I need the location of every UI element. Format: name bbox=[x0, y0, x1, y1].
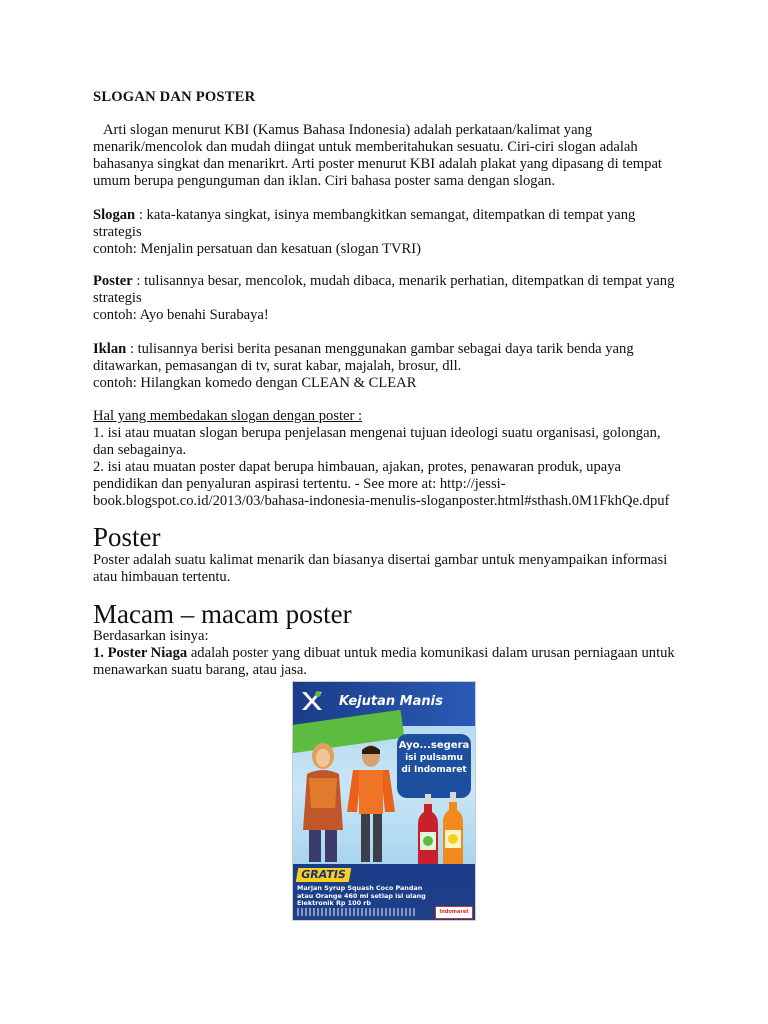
niaga-desc: adalah poster yang dibuat untuk media komunikasi dalam urusan perniagaan untuk menawarkan suatu barang, atau jasa. bbox=[93, 645, 675, 678]
niaga-paragraph bbox=[93, 645, 678, 679]
slogan-term: Slogan bbox=[93, 207, 136, 223]
poster-niaga-image bbox=[292, 681, 476, 921]
iklan-example: contoh: Hilangkan komedo dengan CLEAN & CLEAR bbox=[93, 375, 417, 391]
niaga-term: 1. Poster Niaga bbox=[93, 645, 188, 661]
slogan-paragraph bbox=[93, 207, 678, 258]
intro-paragraph: Arti slogan menurut KBI (Kamus Bahasa Indonesia) adalah perkataan/kalimat yang menarik/mencolok dan mudah diingat untuk memberitahukan sesuatu. Ciri-ciri slogan adalah bahasanya singkat dan menarikrt. Arti poster menurut KBI adalah plakat yang dipasang di tempat umum berupa pengunguman dan iklan. Ciri bahasa poster sama dengan slogan. bbox=[93, 122, 662, 189]
iklan-term: Iklan bbox=[93, 341, 127, 357]
iklan-paragraph bbox=[93, 341, 678, 392]
poster-paragraph bbox=[93, 273, 678, 324]
difference-heading: Hal yang membedakan slogan dengan poster : bbox=[93, 408, 363, 424]
ad-callout-line-3: di Indomaret bbox=[401, 765, 467, 775]
difference-item-1: 1. isi atau muatan slogan berupa penjelasan mengenai tujuan ideologi suatu organisasi, golongan, dan sebagainya. bbox=[93, 425, 661, 458]
slogan-desc: : kata-katanya singkat, isinya membangkitkan semangat, ditempatkan di tempat yang strategis bbox=[93, 207, 636, 240]
types-heading: Macam – macam poster bbox=[93, 599, 352, 629]
ad-prize-line-1: Marjan Syrup Squash Coco Pandan bbox=[297, 884, 423, 892]
orange-syrup-bottle-icon bbox=[442, 792, 464, 868]
poster-example: contoh: Ayo benahi Surabaya! bbox=[93, 307, 269, 323]
document-title: SLOGAN DAN POSTER bbox=[93, 89, 256, 105]
indomaret-logo: Indomaret bbox=[435, 906, 473, 919]
xl-logo-icon bbox=[299, 688, 323, 714]
ad-fine-print bbox=[297, 908, 417, 916]
red-syrup-bottle-icon bbox=[417, 794, 439, 868]
difference-section bbox=[93, 408, 678, 510]
by-content-label: Berdasarkan isinya: bbox=[93, 628, 209, 644]
poster-definition: Poster adalah suatu kalimat menarik dan biasanya disertai gambar untuk menyampaikan informasi atau himbauan tertentu. bbox=[93, 552, 668, 585]
ad-gratis-label: GRATIS bbox=[296, 868, 351, 882]
slogan-example: contoh: Menjalin persatuan dan kesatuan (slogan TVRI) bbox=[93, 241, 422, 257]
ad-prize-text bbox=[297, 885, 427, 908]
difference-item-2: 2. isi atau muatan poster dapat berupa himbauan, ajakan, protes, penawaran produk, upaya pendidikan dan penyaluran aspirasi tertentu. - See more at: http://jessi-book.blogspot.co.id/2013/03/bahasa-indonesia-menulis-sloganposter.html#sthash.0M1FkhQe.dpuf bbox=[93, 459, 670, 509]
poster-desc: : tulisannya besar, mencolok, mudah dibaca, menarik perhatian, ditempatkan di tempat yang strategis bbox=[93, 273, 675, 306]
woman-figure-icon bbox=[299, 738, 347, 864]
ad-callout-line-2: isi pulsamu bbox=[405, 753, 463, 763]
poster-term: Poster bbox=[93, 273, 133, 289]
ad-prize-line-3: Elektronik Rp 100 rb bbox=[297, 899, 371, 908]
ad-callout bbox=[397, 734, 471, 798]
iklan-desc: : tulisannya berisi berita pesanan menggunakan gambar sebagai daya tarik benda yang ditawarkan, pemasangan di tv, surat kabar, majalah, brosur, dll. bbox=[93, 341, 634, 374]
ad-callout-line-1: Ayo...segera bbox=[398, 740, 470, 751]
ad-brand-text: Kejutan Manis bbox=[339, 694, 443, 709]
poster-heading: Poster bbox=[93, 522, 161, 552]
man-figure-icon bbox=[343, 742, 399, 864]
ad-prize-line-2: atau Orange 460 ml setiap isi ulang bbox=[297, 891, 426, 900]
